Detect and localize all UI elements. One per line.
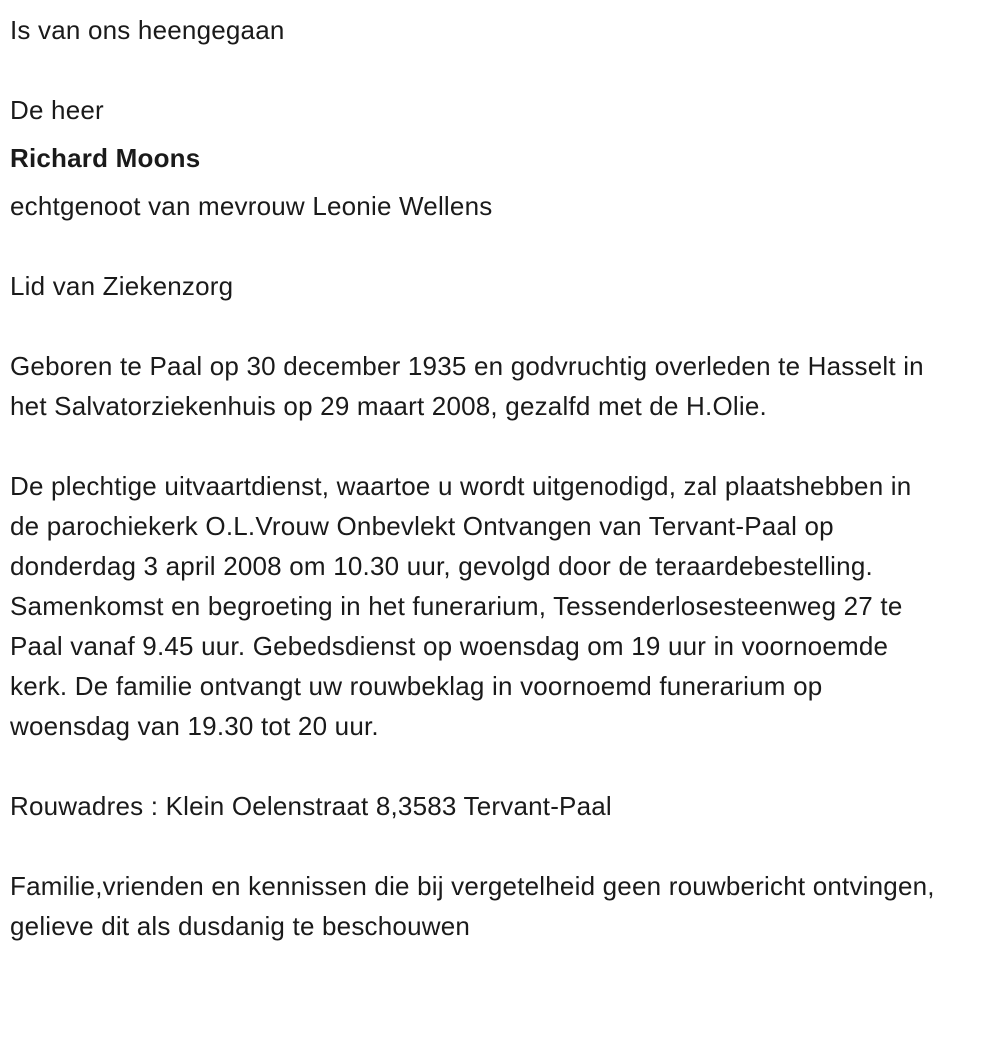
service-details-paragraph: De plechtige uitvaartdienst, waartoe u wordt uitgenodigd, zal plaatshebben in de parochiekerk O.L.Vrouw Onbevlekt Ontvangen van Tervant-Paal op donderdag 3 april 2008 om 10.30 uur, gevolgd door de teraardebestelling. Samenkomst en begroeting in het funerarium, Tessenderlosesteenweg 27 te Paal vanaf 9.45 uur. Gebedsdienst op woensdag om 19 uur in voornoemde kerk. De familie ontvangt uw rouwbeklag in voornoemd funerarium op woensdag van 19.30 tot 20 uur. — [10, 471, 912, 741]
deceased-title: De heer — [10, 95, 104, 125]
deceased-name: Richard Moons — [10, 143, 201, 173]
mourning-address-line: Rouwadres : Klein Oelenstraat 8,3583 Tervant-Paal — [10, 791, 612, 821]
membership-line: Lid van Ziekenzorg — [10, 271, 234, 301]
deceased-spouse-line: echtgenoot van mevrouw Leonie Wellens — [10, 191, 493, 221]
closing-paragraph: Familie,vrienden en kennissen die bij vergetelheid geen rouwbericht ontvingen, gelieve dit als dusdanig te beschouwen — [10, 871, 935, 941]
deceased-block — [10, 90, 945, 226]
opening-line: Is van ons heengegaan — [10, 15, 285, 45]
birth-death-paragraph: Geboren te Paal op 30 december 1935 en godvruchtig overleden te Hasselt in het Salvatorziekenhuis op 29 maart 2008, gezalfd met de H.Olie. — [10, 351, 924, 421]
